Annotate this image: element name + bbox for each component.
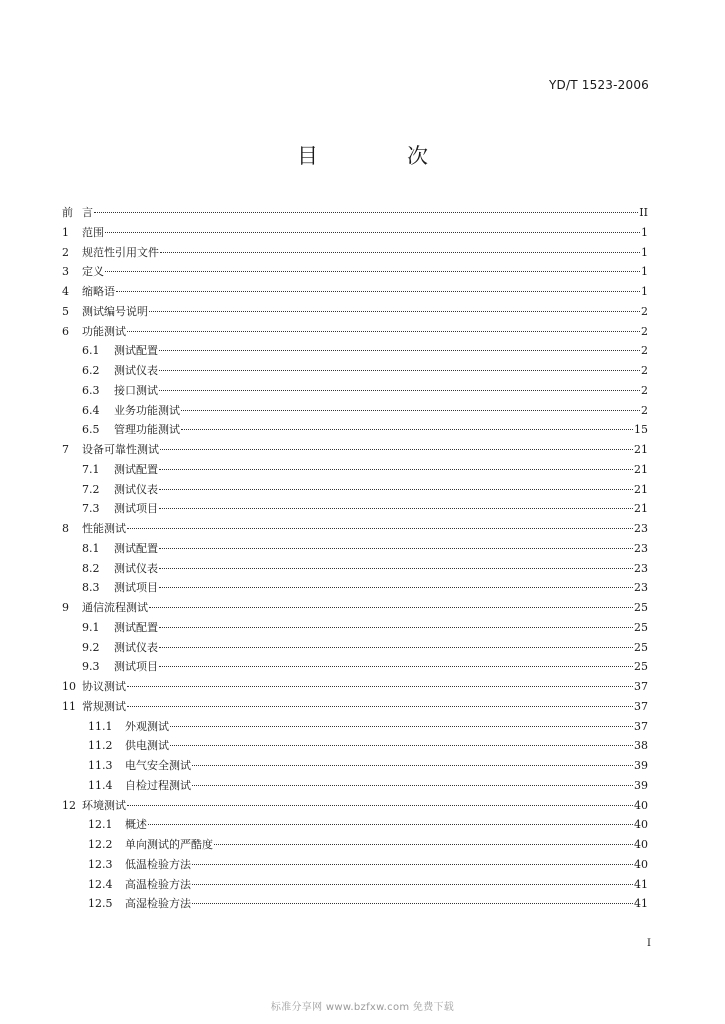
toc-entry-page: 1 [641,265,648,279]
toc-entry[interactable] [62,243,648,263]
toc-entry-label: 测试配置 [114,620,158,634]
toc-entry-page: 21 [634,443,648,456]
toc-entry[interactable] [62,203,648,223]
toc-entry-label: 测试项目 [114,502,158,516]
toc-leader-dots [127,528,633,529]
toc-leader-dots [127,331,640,332]
toc-entry-label: 常规测试 [82,699,126,713]
toc-entry-label: 测试编号说明 [82,304,148,318]
toc-entry-label: 高温检验方法 [125,877,191,891]
toc-entry-label: 测试仪表 [114,640,158,654]
toc-entry-number: 2 [62,245,69,259]
toc-entry[interactable] [62,519,648,539]
toc-entry[interactable] [62,420,648,440]
toc-leader-dots [105,271,640,272]
toc-entry-page: 37 [634,699,648,713]
toc-leader-dots [149,311,640,312]
toc-entry[interactable] [62,341,648,361]
toc-leader-dots [170,745,633,746]
toc-entry-number: 6.3 [82,383,100,397]
toc-entry-label: 协议测试 [82,680,126,693]
toc-entry-number: 7.3 [82,502,100,516]
toc-entry-number: 8.1 [82,541,100,555]
toc-entry[interactable] [62,717,648,737]
toc-entry-number: 6.2 [82,364,100,377]
toc-entry-page: 2 [641,344,648,358]
toc-entry-number: 11.3 [88,759,113,772]
toc-entry[interactable] [62,855,648,875]
toc-entry-label: 缩略语 [82,285,115,298]
table-of-contents [62,203,648,914]
toc-entry-number: 12.2 [88,838,113,851]
toc-entry-page: 23 [634,581,648,595]
toc-entry-page: 23 [634,561,648,575]
toc-entry-number: 12.1 [88,818,113,832]
toc-entry-label: 自检过程测试 [125,778,191,792]
toc-leader-dots [192,903,633,904]
toc-leader-dots [105,232,640,233]
toc-entry-label: 单向测试的严酷度 [125,838,213,851]
toc-entry-label: 规范性引用文件 [82,245,159,259]
toc-entry-label: 概述 [125,818,147,832]
toc-entry[interactable] [62,480,648,500]
toc-entry-label: 测试配置 [114,541,158,555]
toc-entry[interactable] [62,440,648,460]
toc-entry[interactable] [62,381,648,401]
toc-entry-label: 性能测试 [82,522,126,535]
toc-entry[interactable] [62,262,648,282]
toc-leader-dots [160,252,640,253]
toc-entry-number: 9.1 [82,620,100,634]
toc-entry-page: 1 [641,225,648,239]
toc-entry-page: II [639,206,648,219]
toc-entry-page: 2 [641,324,648,338]
toc-entry-number: 8 [62,522,69,535]
toc-entry[interactable] [62,401,648,421]
toc-entry-label: 电气安全测试 [125,759,191,772]
toc-entry-label: 管理功能测试 [114,423,180,437]
toc-entry-page: 40 [634,857,648,871]
toc-leader-dots [116,291,640,292]
toc-leader-dots [127,706,633,707]
toc-entry-number: 8.3 [82,581,100,595]
toc-entry-number: 11.1 [88,719,113,733]
toc-entry-label: 测试仪表 [114,561,158,575]
toc-entry[interactable] [62,618,648,638]
toc-entry-page: 2 [641,364,648,377]
toc-entry[interactable] [62,875,648,895]
toc-entry-number: 9.3 [82,660,100,674]
toc-entry-page: 2 [641,403,648,417]
toc-entry[interactable] [62,361,648,381]
toc-leader-dots [159,370,640,371]
toc-entry[interactable] [62,736,648,756]
toc-entry-label: 供电测试 [125,739,169,753]
toc-entry-page: 37 [634,680,648,693]
toc-leader-dots [159,350,640,351]
toc-entry-page: 21 [634,502,648,516]
toc-entry[interactable] [62,835,648,855]
toc-entry-label: 测试项目 [114,581,158,595]
toc-entry-label: 范围 [82,225,104,239]
toc-entry-page: 21 [634,462,648,476]
toc-entry-number: 7.1 [82,462,100,476]
toc-entry-label: 低温检验方法 [125,857,191,871]
toc-leader-dots [159,548,633,549]
page-title: 目 次 [297,144,462,168]
toc-entry-number: 11.4 [88,778,113,792]
toc-entry[interactable] [62,223,648,243]
toc-entry[interactable] [62,499,648,519]
toc-entry-number: 6 [62,324,69,338]
toc-leader-dots [159,666,633,667]
toc-leader-dots [127,805,633,806]
toc-entry[interactable] [62,638,648,658]
toc-entry-page: 2 [641,383,648,397]
toc-entry-number: 10 [62,680,76,693]
toc-leader-dots [159,469,633,470]
page-number: I [647,938,651,949]
toc-entry-page: 38 [634,739,648,753]
toc-entry-page: 25 [634,660,648,674]
toc-entry-page: 40 [634,798,648,812]
toc-entry-label: 业务功能测试 [114,403,180,417]
toc-entry[interactable] [62,282,648,302]
toc-entry-page: 2 [641,304,648,318]
toc-entry-label: 测试配置 [114,344,158,358]
toc-entry-label: 环境测试 [82,798,126,812]
toc-leader-dots [160,449,633,450]
toc-entry[interactable] [62,460,648,480]
toc-entry-page: 41 [634,897,648,911]
toc-entry-number: 6.1 [82,344,100,358]
toc-entry-number: 7.2 [82,482,100,496]
toc-entry-number: 9 [62,601,69,614]
toc-entry-number: 前 [62,206,73,219]
toc-entry-number: 8.2 [82,561,100,575]
toc-entry[interactable] [62,539,648,559]
toc-entry[interactable] [62,578,648,598]
toc-leader-dots [159,568,633,569]
toc-entry-label: 测试配置 [114,462,158,476]
toc-entry-number: 6.4 [82,403,100,417]
toc-entry-number: 1 [62,225,69,239]
toc-entry-label: 功能测试 [82,324,126,338]
toc-leader-dots [127,686,633,687]
toc-entry-page: 23 [634,522,648,535]
toc-entry-label: 设备可靠性测试 [82,443,159,456]
toc-entry-number: 6.5 [82,423,100,437]
toc-entry-label: 外观测试 [125,719,169,733]
toc-entry-number: 9.2 [82,640,100,654]
toc-entry-page: 25 [634,620,648,634]
toc-leader-dots [192,765,633,766]
toc-entry-page: 25 [634,601,648,614]
toc-entry-page: 1 [641,285,648,298]
toc-entry-page: 39 [634,759,648,772]
toc-entry-page: 15 [634,423,648,437]
toc-leader-dots [181,429,633,430]
toc-entry-label: 言 [82,206,93,219]
toc-entry-label: 接口测试 [114,383,158,397]
toc-entry-page: 1 [641,245,648,259]
toc-entry[interactable] [62,598,648,618]
toc-leader-dots [192,884,633,885]
toc-leader-dots [159,508,633,509]
toc-entry[interactable] [62,322,648,342]
toc-entry-label: 测试项目 [114,660,158,674]
toc-leader-dots [159,647,633,648]
toc-leader-dots [159,390,640,391]
toc-leader-dots [159,587,633,588]
toc-entry[interactable] [62,776,648,796]
toc-entry[interactable] [62,302,648,322]
toc-entry-label: 定义 [82,265,104,279]
toc-entry-page: 25 [634,640,648,654]
toc-entry[interactable] [62,559,648,579]
toc-entry-label: 通信流程测试 [82,601,148,614]
toc-entry-number: 12.5 [88,897,113,911]
toc-entry-number: 12 [62,798,76,812]
toc-entry[interactable] [62,697,648,717]
toc-entry-page: 40 [634,818,648,832]
toc-leader-dots [192,864,633,865]
toc-entry-page: 40 [634,838,648,851]
toc-entry-number: 5 [62,304,69,318]
toc-entry-page: 21 [634,482,648,496]
toc-entry-page: 37 [634,719,648,733]
toc-entry[interactable] [62,657,648,677]
toc-entry-page: 41 [634,877,648,891]
toc-leader-dots [181,410,640,411]
toc-entry-number: 4 [62,285,69,298]
toc-entry[interactable] [62,894,648,914]
toc-entry-number: 12.3 [88,857,113,871]
toc-entry-label: 测试仪表 [114,482,158,496]
watermark: 标准分享网 www.bzfxw.com 免费下载 [270,1002,455,1013]
toc-entry[interactable] [62,756,648,776]
toc-entry-number: 7 [62,443,69,456]
toc-entry-number: 12.4 [88,877,113,891]
toc-entry-label: 测试仪表 [114,364,158,377]
toc-leader-dots [214,844,633,845]
toc-entry-number: 11 [62,699,76,713]
toc-entry-page: 23 [634,541,648,555]
toc-entry-label: 高湿检验方法 [125,897,191,911]
toc-leader-dots [159,627,633,628]
toc-leader-dots [148,824,633,825]
toc-leader-dots [192,785,633,786]
toc-leader-dots [170,726,633,727]
toc-entry[interactable] [62,796,648,816]
toc-leader-dots [94,212,638,213]
toc-leader-dots [159,489,633,490]
toc-leader-dots [149,607,633,608]
toc-entry-page: 39 [634,778,648,792]
toc-entry[interactable] [62,815,648,835]
toc-entry-number: 3 [62,265,69,279]
toc-entry[interactable] [62,677,648,697]
toc-entry-number: 11.2 [88,739,113,753]
standard-code: YD/T 1523-2006 [549,78,649,92]
